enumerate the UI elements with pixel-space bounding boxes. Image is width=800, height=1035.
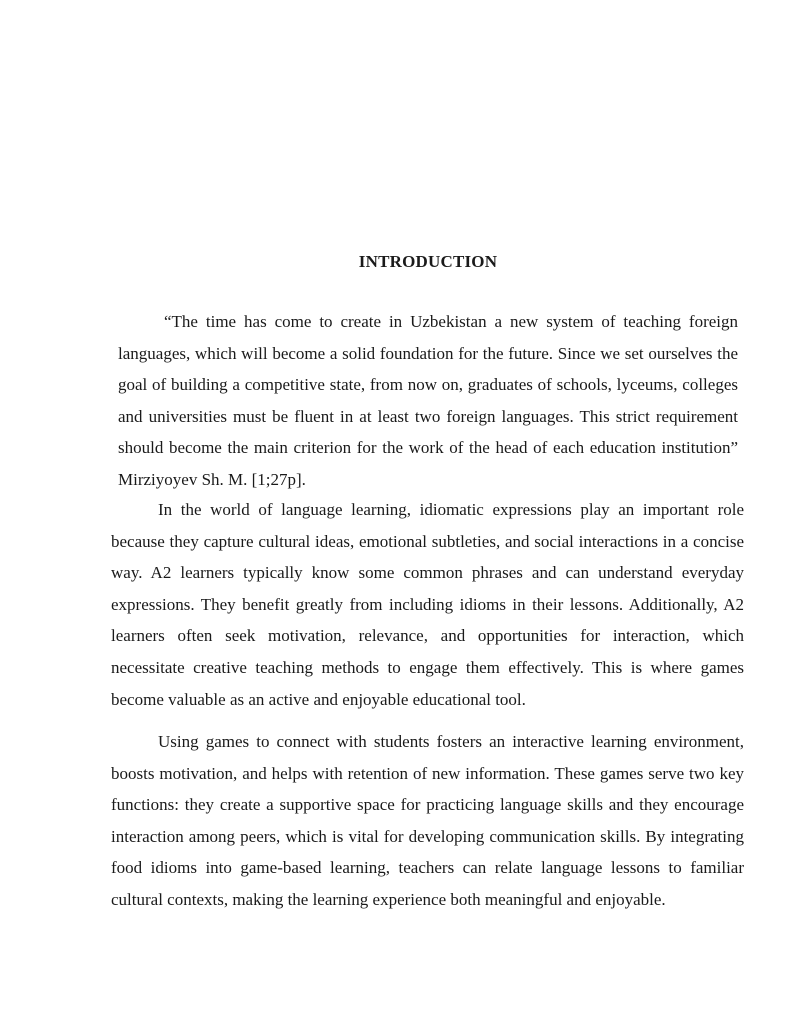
quote-paragraph: “The time has come to create in Uzbekistan a new system of teaching foreign languages, which will become a solid foundation for the future. Since we set ourselves the goal of building a competitive state, from now on, graduates of schools, lyceums, colleges and universities must be fluent in at least two foreign languages. This strict requirement should become the main criterion for the work of the head of each education institution” Mirziyoyev Sh. M. [1;27p]. bbox=[118, 312, 738, 489]
body-paragraph-2: Using games to connect with students fosters an interactive learning environment, boosts motivation, and helps with retention of new information. These games serve two key functions: they create a supportive space for practicing language skills and they encourage interaction among peers, which is vital for developing communication skills. By integrating food idioms into game-based learning, teachers can relate language lessons to familiar cultural contexts, making the learning experience both meaningful and enjoyable. bbox=[111, 732, 744, 909]
section-title: INTRODUCTION bbox=[358, 252, 498, 271]
body-paragraph-1: In the world of language learning, idiomatic expressions play an important role because they capture cultural ideas, emotional subtleties, and social interactions in a concise way. A2 learners typically know some common phrases and can understand everyday expressions. They benefit greatly from including idioms in their lessons. Additionally, A2 learners often seek motivation, relevance, and opportunities for interaction, which necessitate creative teaching methods to engage them effectively. This is where games become valuable as an active and enjoyable educational tool. bbox=[111, 500, 744, 709]
